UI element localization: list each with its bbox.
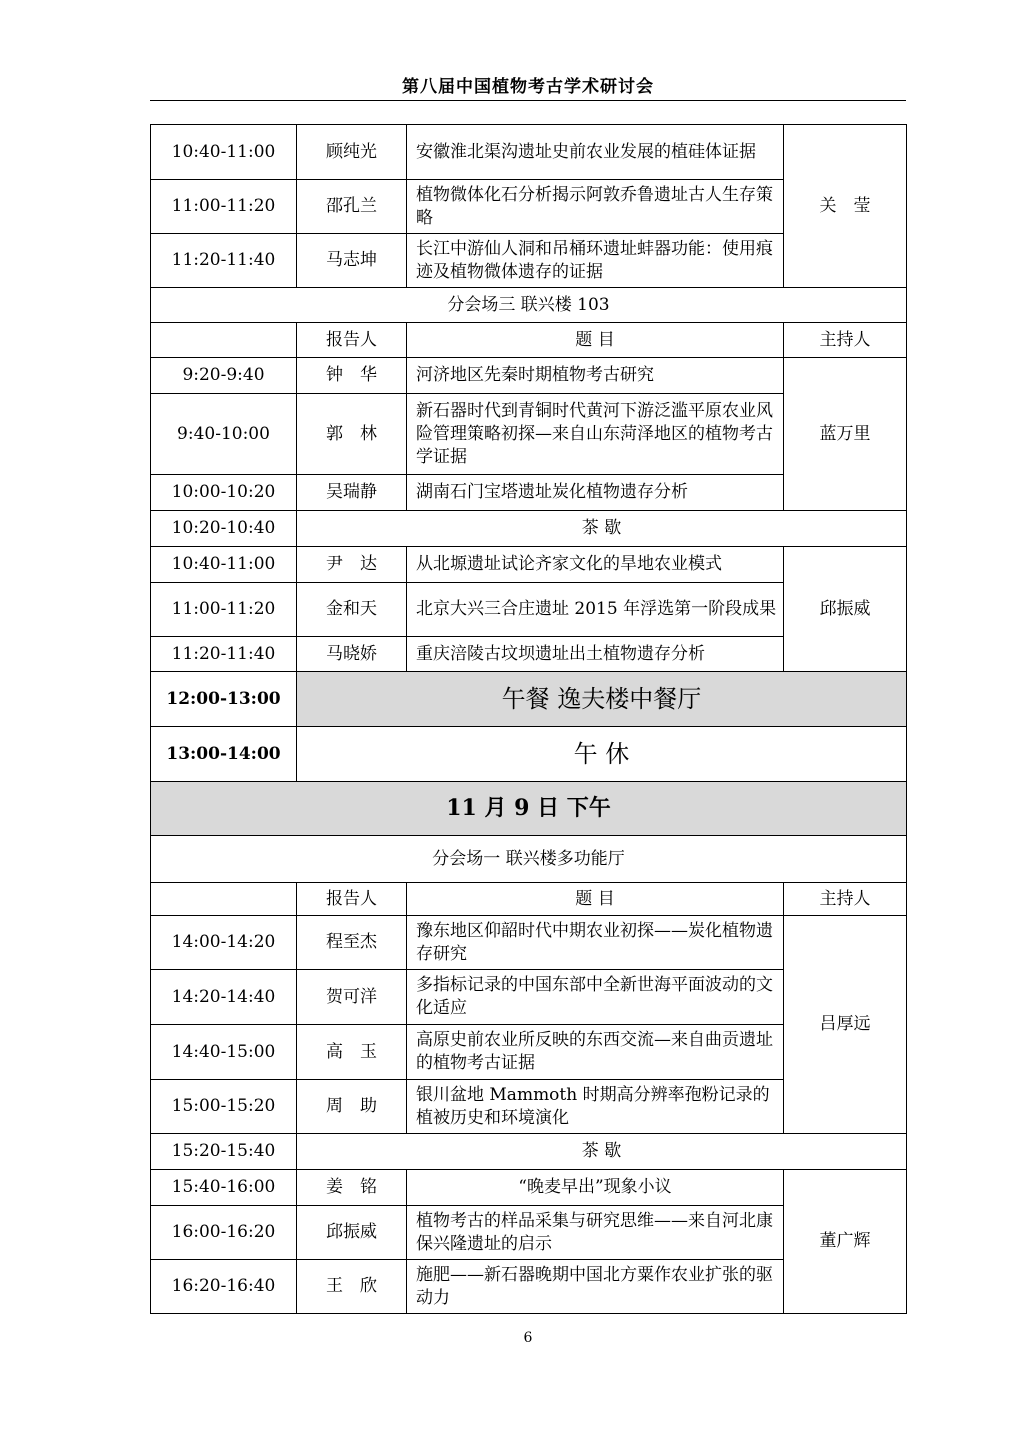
time-cell: 9:20-9:40 (151, 358, 297, 394)
speaker-cell: 程至杰 (297, 916, 407, 970)
topic-cell: 长江中游仙人洞和吊桶环遗址蚌器功能：使用痕迹及植物微体遗存的证据 (407, 234, 784, 288)
lunch-label: 午餐 逸夫楼中餐厅 (297, 672, 907, 727)
speaker-cell: 王 欣 (297, 1260, 407, 1314)
host-cell: 关 莹 (784, 125, 907, 288)
host-header: 主持人 (784, 883, 907, 916)
time-cell: 11:00-11:20 (151, 583, 297, 637)
rest-row (151, 727, 907, 782)
speaker-cell: 顾纯光 (297, 125, 407, 180)
speaker-header: 报告人 (297, 323, 407, 358)
table-row (151, 125, 907, 180)
time-cell: 14:00-14:20 (151, 916, 297, 970)
speaker-cell: 金和天 (297, 583, 407, 637)
topic-cell: 新石器时代到青铜时代黄河下游泛滥平原农业风险管理策略初探—来自山东菏泽地区的植物考古学证据 (407, 394, 784, 475)
topic-cell: 重庆涪陵古坟坝遗址出土植物遗存分析 (407, 637, 784, 672)
time-cell: 10:40-11:00 (151, 125, 297, 180)
day-heading: 11 月 9 日 下午 (151, 782, 907, 836)
time-header (151, 323, 297, 358)
time-cell: 10:00-10:20 (151, 475, 297, 511)
topic-cell: 湖南石门宝塔遗址炭化植物遗存分析 (407, 475, 784, 511)
topic-cell: 多指标记录的中国东部中全新世海平面波动的文化适应 (407, 970, 784, 1025)
lunch-time: 12:00-13:00 (151, 672, 297, 727)
time-cell: 11:00-11:20 (151, 180, 297, 234)
host-header: 主持人 (784, 323, 907, 358)
speaker-cell: 吴瑞静 (297, 475, 407, 511)
topic-cell: 银川盆地 Mammoth 时期高分辨率孢粉记录的植被历史和环境演化 (407, 1080, 784, 1134)
document-header: 第八届中国植物考古学术研讨会 (402, 77, 654, 97)
speaker-cell: 钟 华 (297, 358, 407, 394)
speaker-cell: 马志坤 (297, 234, 407, 288)
time-cell: 9:40-10:00 (151, 394, 297, 475)
table-row (151, 916, 907, 970)
lunch-row (151, 672, 907, 727)
venue-row (151, 836, 907, 883)
break-row (151, 1134, 907, 1170)
header-rule (150, 100, 906, 101)
speaker-cell: 尹 达 (297, 547, 407, 583)
venue-heading: 分会场三 联兴楼 103 (151, 288, 907, 323)
topic-cell: 河济地区先秦时期植物考古研究 (407, 358, 784, 394)
host-cell: 董广辉 (784, 1170, 907, 1314)
topic-cell: 豫东地区仰韶时代中期农业初探——炭化植物遗存研究 (407, 916, 784, 970)
time-cell: 10:40-11:00 (151, 547, 297, 583)
time-cell: 11:20-11:40 (151, 637, 297, 672)
break-time: 10:20-10:40 (151, 511, 297, 547)
speaker-cell: 贺可洋 (297, 970, 407, 1025)
topic-cell: 安徽淮北渠沟遗址史前农业发展的植硅体证据 (407, 125, 784, 180)
time-cell: 16:20-16:40 (151, 1260, 297, 1314)
speaker-cell: 邱振威 (297, 1206, 407, 1260)
host-cell: 吕厚远 (784, 916, 907, 1134)
column-header-row (151, 883, 907, 916)
time-cell: 15:40-16:00 (151, 1170, 297, 1206)
topic-cell: 北京大兴三合庄遗址 2015 年浮选第一阶段成果 (407, 583, 784, 637)
host-cell: 邱振威 (784, 547, 907, 672)
speaker-header: 报告人 (297, 883, 407, 916)
schedule-table (150, 124, 907, 1314)
speaker-cell: 姜 铭 (297, 1170, 407, 1206)
time-cell: 14:20-14:40 (151, 970, 297, 1025)
speaker-cell: 马晓娇 (297, 637, 407, 672)
break-label: 茶 歇 (297, 1134, 907, 1170)
table-row (151, 1170, 907, 1206)
topic-cell: 植物考古的样品采集与研究思维——来自河北康保兴隆遗址的启示 (407, 1206, 784, 1260)
speaker-cell: 高 玉 (297, 1025, 407, 1080)
venue-heading: 分会场一 联兴楼多功能厅 (151, 836, 907, 883)
column-header-row (151, 323, 907, 358)
day-heading-row (151, 782, 907, 836)
speaker-cell: 郭 林 (297, 394, 407, 475)
topic-cell: 高原史前农业所反映的东西交流—来自曲贡遗址的植物考古证据 (407, 1025, 784, 1080)
speaker-cell: 周 助 (297, 1080, 407, 1134)
topic-cell: 从北塬遗址试论齐家文化的旱地农业模式 (407, 547, 784, 583)
topic-cell: 植物微体化石分析揭示阿敦乔鲁遗址古人生存策略 (407, 180, 784, 234)
host-cell: 蓝万里 (784, 358, 907, 511)
break-time: 15:20-15:40 (151, 1134, 297, 1170)
break-label: 茶 歇 (297, 511, 907, 547)
table-row (151, 547, 907, 583)
topic-header: 题 目 (407, 323, 784, 358)
topic-cell: 施肥——新石器晚期中国北方粟作农业扩张的驱动力 (407, 1260, 784, 1314)
time-cell: 14:40-15:00 (151, 1025, 297, 1080)
venue-row (151, 288, 907, 323)
rest-time: 13:00-14:00 (151, 727, 297, 782)
topic-header: 题 目 (407, 883, 784, 916)
topic-cell: “晚麦早出”现象小议 (407, 1170, 784, 1206)
page-number: 6 (523, 1330, 533, 1346)
break-row (151, 511, 907, 547)
rest-label: 午 休 (297, 727, 907, 782)
speaker-cell: 邵孔兰 (297, 180, 407, 234)
time-cell: 11:20-11:40 (151, 234, 297, 288)
time-cell: 16:00-16:20 (151, 1206, 297, 1260)
time-header (151, 883, 297, 916)
time-cell: 15:00-15:20 (151, 1080, 297, 1134)
table-row (151, 358, 907, 394)
